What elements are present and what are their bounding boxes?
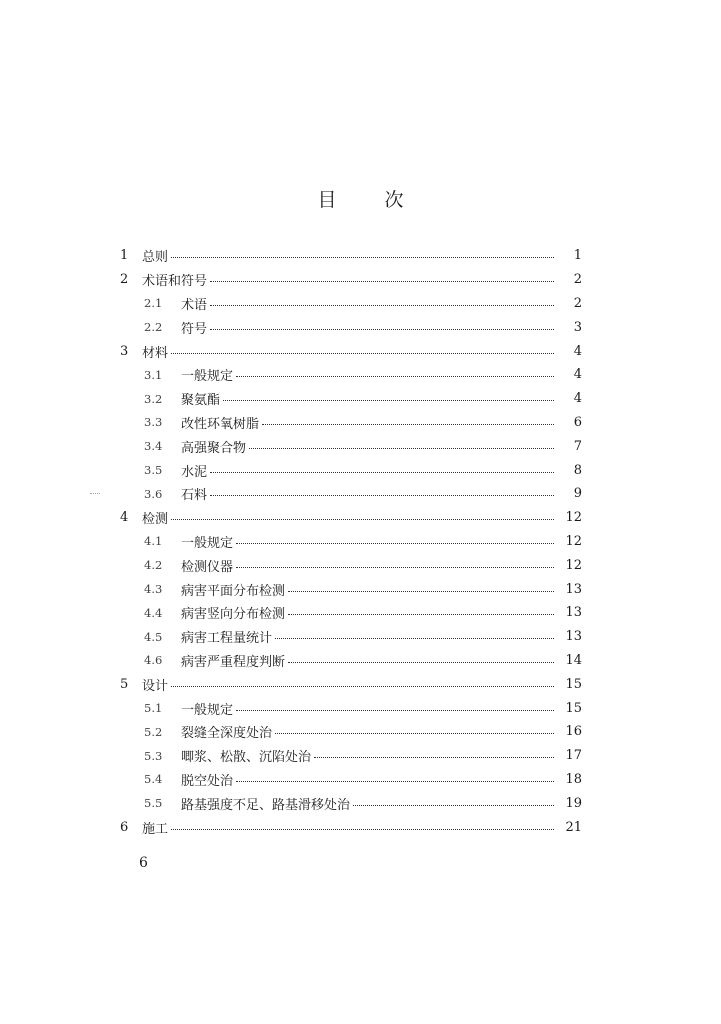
toc-leader-dots (171, 519, 554, 520)
toc-entry-number: 4 (120, 510, 129, 526)
toc-leader-dots (275, 733, 554, 734)
toc-entry-number: 4.5 (144, 629, 163, 644)
toc-entry-page: 3 (573, 319, 582, 335)
toc-entry-title: 一般规定 (181, 535, 234, 551)
toc-entry-title: 病害工程量统计 (181, 631, 273, 647)
toc-entry-page: 17 (565, 748, 582, 764)
toc-entry-number: 3.2 (144, 391, 163, 406)
toc-entry-title: 总则 (142, 250, 169, 266)
toc-leader-dots (236, 710, 554, 711)
toc-entry-number: 4.2 (144, 558, 163, 573)
toc-leader-dots (210, 305, 554, 306)
toc-leader-dots (171, 257, 554, 258)
toc-entry-title: 一般规定 (181, 369, 234, 385)
toc-entry-number: 3.1 (144, 367, 163, 382)
toc-leader-dots (314, 757, 554, 758)
toc-section-row[interactable] (116, 292, 582, 316)
toc-entry-number: 4.1 (144, 534, 163, 549)
toc-entry-number: 5.1 (144, 701, 163, 716)
toc-section-row[interactable] (116, 791, 582, 815)
toc-entry-number: 4.6 (144, 653, 163, 668)
toc-entry-page: 14 (565, 652, 582, 668)
toc-chapter-row[interactable] (116, 339, 582, 363)
toc-entry-page: 18 (565, 771, 582, 787)
toc-entry-number: 6 (120, 819, 129, 835)
toc-leader-dots (288, 662, 554, 663)
toc-leader-dots (288, 614, 554, 615)
toc-chapter-row[interactable] (116, 506, 582, 530)
toc-section-row[interactable] (116, 696, 582, 720)
toc-leader-dots (236, 543, 554, 544)
toc-entry-page: 2 (573, 295, 582, 311)
toc-section-row[interactable] (116, 315, 582, 339)
toc-entry-page: 12 (565, 533, 582, 549)
toc-section-row[interactable] (116, 363, 582, 387)
toc-section-row[interactable] (116, 577, 582, 601)
toc-entry-page: 4 (573, 343, 582, 359)
toc-entry-page: 4 (573, 367, 582, 383)
toc-leader-dots (236, 567, 554, 568)
toc-entry-title: 唧浆、松散、沉陷处治 (181, 750, 312, 766)
toc-entry-page: 9 (573, 486, 582, 502)
toc-entry-page: 12 (565, 557, 582, 573)
title-char-1: 目 (317, 189, 337, 211)
toc-entry-number: 2.2 (144, 320, 163, 335)
toc-entry-title: 路基强度不足、路基滑移处治 (181, 797, 351, 813)
toc-chapter-row[interactable] (116, 672, 582, 696)
toc-entry-title: 改性环氧树脂 (181, 416, 260, 432)
toc-leader-dots (171, 353, 554, 354)
toc-section-row[interactable] (116, 625, 582, 649)
toc-leader-dots (210, 281, 554, 282)
toc-entry-title: 材料 (142, 345, 169, 361)
toc-entry-title: 检测 (142, 512, 169, 528)
toc-entry-number: 3.5 (144, 463, 163, 478)
toc-leader-dots (210, 495, 554, 496)
toc-entry-page: 21 (565, 819, 582, 835)
toc-entry-title: 聚氨酯 (181, 393, 221, 409)
toc-leader-dots (353, 805, 554, 806)
toc-entry-number: 2.1 (144, 296, 163, 311)
toc-entry-page: 4 (573, 391, 582, 407)
toc-entry-title: 检测仪器 (181, 559, 234, 575)
toc-leader-dots (236, 376, 554, 377)
toc-entry-page: 19 (565, 795, 582, 811)
toc-section-row[interactable] (116, 649, 582, 673)
page-number: 6 (139, 855, 148, 871)
toc-chapter-row[interactable] (116, 244, 582, 268)
toc-section-row[interactable] (116, 482, 582, 506)
toc-entry-number: 5 (120, 676, 129, 692)
toc-leader-dots (171, 686, 554, 687)
toc-leader-dots (223, 400, 554, 401)
toc-section-row[interactable] (116, 768, 582, 792)
toc-section-row[interactable] (116, 553, 582, 577)
toc-section-row[interactable] (116, 530, 582, 554)
toc-leader-dots (288, 591, 554, 592)
toc-leader-dots (262, 424, 554, 425)
toc-entry-page: 6 (573, 414, 582, 430)
toc-section-row[interactable] (116, 411, 582, 435)
toc-entry-page: 16 (565, 724, 582, 740)
toc-entry-page: 1 (573, 248, 582, 264)
toc-entry-page: 13 (565, 629, 582, 645)
toc-entry-page: 13 (565, 581, 582, 597)
toc-section-row[interactable] (116, 720, 582, 744)
toc-leader-dots (249, 448, 554, 449)
toc-entry-number: 3 (120, 343, 129, 359)
toc-section-row[interactable] (116, 387, 582, 411)
toc-entry-number: 3.4 (144, 439, 163, 454)
toc-chapter-row[interactable] (116, 815, 582, 839)
toc-entry-number: 4.4 (144, 605, 163, 620)
toc-leader-dots (210, 329, 554, 330)
toc-entry-title: 施工 (142, 821, 169, 837)
table-of-contents (116, 244, 582, 839)
toc-entry-number: 2 (120, 272, 129, 288)
toc-entry-page: 15 (565, 676, 582, 692)
toc-entry-page: 15 (565, 700, 582, 716)
toc-entry-title: 水泥 (181, 464, 208, 480)
toc-entry-number: 4.3 (144, 582, 163, 597)
toc-leader-dots (236, 781, 554, 782)
toc-entry-number: 5.2 (144, 724, 163, 739)
toc-chapter-row[interactable] (116, 268, 582, 292)
toc-entry-number: 1 (120, 248, 129, 264)
toc-entry-title: 脱空处治 (181, 773, 234, 789)
toc-section-row[interactable] (116, 744, 582, 768)
toc-entry-title: 病害严重程度判断 (181, 654, 286, 670)
toc-entry-number: 5.3 (144, 748, 163, 763)
toc-entry-number: 3.6 (144, 486, 163, 501)
toc-entry-number: 5.4 (144, 772, 163, 787)
scan-speck (90, 493, 100, 494)
toc-entry-title: 术语和符号 (142, 274, 208, 290)
toc-entry-page: 12 (565, 510, 582, 526)
toc-entry-number: 5.5 (144, 796, 163, 811)
toc-entry-number: 3.3 (144, 415, 163, 430)
toc-entry-title: 病害竖向分布检测 (181, 607, 286, 623)
toc-entry-page: 13 (565, 605, 582, 621)
toc-entry-page: 2 (573, 272, 582, 288)
toc-entry-title: 一般规定 (181, 702, 234, 718)
title-char-2: 次 (384, 189, 404, 211)
toc-section-row[interactable] (116, 434, 582, 458)
toc-entry-page: 7 (573, 438, 582, 454)
toc-entry-title: 石料 (181, 488, 208, 504)
toc-leader-dots (210, 472, 554, 473)
toc-leader-dots (171, 829, 554, 830)
toc-leader-dots (275, 638, 554, 639)
toc-section-row[interactable] (116, 458, 582, 482)
toc-entry-page: 8 (573, 462, 582, 478)
toc-entry-title: 术语 (181, 297, 208, 313)
toc-entry-title: 裂缝全深度处治 (181, 726, 273, 742)
toc-entry-title: 符号 (181, 321, 208, 337)
toc-section-row[interactable] (116, 601, 582, 625)
page-title (0, 185, 721, 212)
toc-entry-title: 高强聚合物 (181, 440, 247, 456)
toc-entry-title: 病害平面分布检测 (181, 583, 286, 599)
toc-entry-title: 设计 (142, 678, 169, 694)
